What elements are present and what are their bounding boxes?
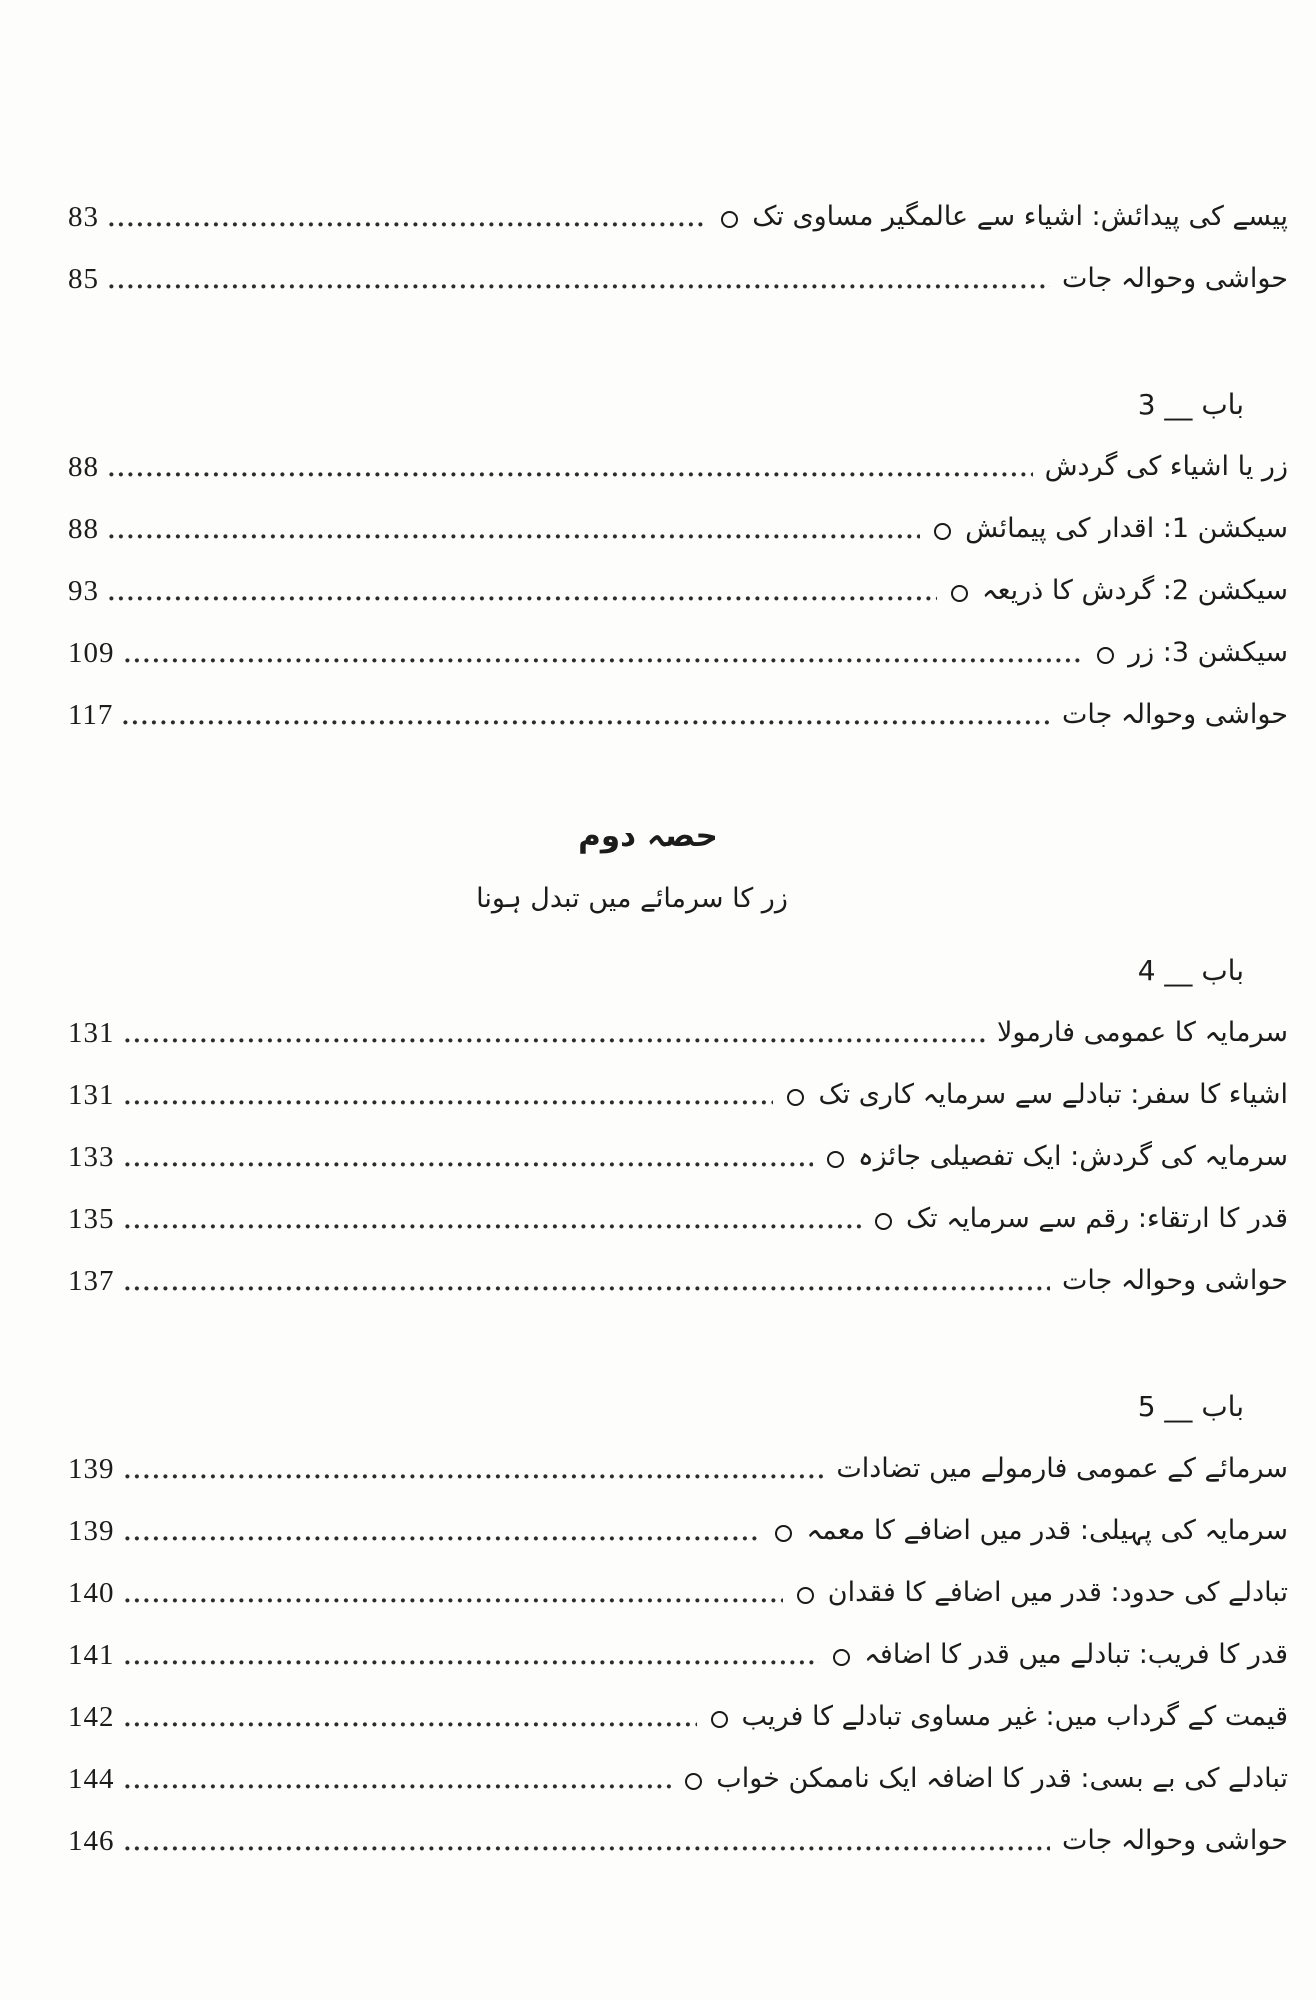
entry-title: سرمایہ کی گردش: ایک تفصیلی جائزہ <box>857 1141 1288 1173</box>
page-number: 109 <box>68 637 115 669</box>
toc-entry <box>68 1058 1288 1120</box>
chapter-heading <box>68 368 1288 430</box>
entry-title: سرمایہ کی پہیلی: قدر میں اضافے کا معمہ <box>806 1515 1288 1547</box>
entry-title: قدر کا ارتقاء: رقم سے سرمایہ تک <box>905 1203 1288 1235</box>
bullet-circle-icon <box>775 1525 792 1542</box>
toc-entry <box>68 1742 1288 1804</box>
toc-entry <box>68 678 1288 740</box>
toc-entry <box>68 1618 1288 1680</box>
dot-leader <box>125 1660 820 1665</box>
toc-entry <box>68 1494 1288 1556</box>
toc-list <box>68 180 1288 1866</box>
toc-entry <box>68 430 1288 492</box>
toc-entry <box>68 616 1288 678</box>
entry-title: سیکشن 3: زر <box>1128 637 1288 669</box>
entry-title: سیکشن 2: گردش کا ذریعہ <box>981 575 1288 607</box>
page-number: 142 <box>68 1701 115 1733</box>
entry-title: حواشی وحوالہ جات <box>1062 699 1288 731</box>
page-number: 83 <box>68 201 99 233</box>
part-heading <box>68 802 1288 860</box>
toc-entry <box>68 180 1288 242</box>
toc-entry <box>68 492 1288 554</box>
entry-title: تبادلے کی بے بسی: قدر کا اضافہ ایک ناممکن خواب <box>716 1763 1288 1795</box>
chapter-heading <box>68 934 1288 996</box>
chapter-title: باب __ 4 <box>1137 954 1244 988</box>
bullet-circle-icon <box>875 1213 892 1230</box>
dot-leader <box>125 1038 986 1043</box>
entry-title: سرمائے کے عمومی فارمولے میں تضادات <box>836 1453 1288 1485</box>
page-number: 140 <box>68 1577 115 1609</box>
page-number: 93 <box>68 575 99 607</box>
dot-leader <box>109 472 1033 477</box>
page-number: 139 <box>68 1453 115 1485</box>
entry-title: سیکشن 1: اقدار کی پیمائش <box>965 513 1288 545</box>
entry-title: قدر کا فریب: تبادلے میں قدر کا اضافہ <box>864 1639 1288 1671</box>
bullet-circle-icon <box>787 1089 804 1106</box>
bullet-circle-icon <box>685 1773 702 1790</box>
dot-leader <box>125 1846 1051 1851</box>
page-number: 146 <box>68 1825 115 1857</box>
page-number: 131 <box>68 1079 115 1111</box>
page-number: 85 <box>68 263 99 295</box>
dot-leader <box>125 1598 783 1603</box>
entry-title: پیسے کی پیدائش: اشیاء سے عالمگیر مساوی تک <box>752 201 1288 233</box>
dot-leader <box>123 720 1050 725</box>
page-number: 137 <box>68 1265 115 1297</box>
dot-leader <box>125 1722 697 1727</box>
dot-leader <box>109 222 707 227</box>
subtitle-title: زر کا سرمائے میں تبدل ہونا <box>476 883 788 914</box>
toc-entry <box>68 1680 1288 1742</box>
page-number: 117 <box>68 699 114 731</box>
dot-leader <box>125 1286 1051 1291</box>
entry-title: حواشی وحوالہ جات <box>1062 1265 1288 1297</box>
toc-entry <box>68 242 1288 304</box>
toc-entry <box>68 1182 1288 1244</box>
dot-leader <box>125 1100 774 1105</box>
toc-entry <box>68 1804 1288 1866</box>
entry-title: اشیاء کا سفر: تبادلے سے سرمایہ کاری تک <box>818 1079 1288 1111</box>
dot-leader <box>109 596 937 601</box>
page-number: 141 <box>68 1639 115 1671</box>
page-number: 88 <box>68 451 99 483</box>
chapter-title: باب __ 3 <box>1137 388 1244 422</box>
dot-leader <box>109 534 920 539</box>
page-number: 133 <box>68 1141 115 1173</box>
dot-leader <box>125 1224 861 1229</box>
entry-title: زر یا اشیاء کی گردش <box>1044 451 1288 483</box>
part-title: حصہ دوم <box>578 818 718 854</box>
page-number: 131 <box>68 1017 115 1049</box>
bullet-circle-icon <box>951 585 968 602</box>
toc-entry <box>68 996 1288 1058</box>
chapter-heading <box>68 1370 1288 1432</box>
entry-title: سرمایہ کا عمومی فارمولا <box>997 1017 1288 1049</box>
dot-leader <box>125 1162 813 1167</box>
bullet-circle-icon <box>1097 647 1114 664</box>
entry-title: قیمت کے گرداب میں: غیر مساوی تبادلے کا فریب <box>741 1701 1288 1733</box>
page-number: 135 <box>68 1203 115 1235</box>
dot-leader <box>125 1474 825 1479</box>
dot-leader <box>109 284 1050 289</box>
dot-leader <box>125 658 1084 663</box>
dot-leader <box>125 1784 672 1789</box>
page-number: 144 <box>68 1763 115 1795</box>
bullet-circle-icon <box>711 1711 728 1728</box>
toc-entry <box>68 1556 1288 1618</box>
bullet-circle-icon <box>934 523 951 540</box>
chapter-title: باب __ 5 <box>1137 1390 1244 1424</box>
page-number: 88 <box>68 513 99 545</box>
bullet-circle-icon <box>833 1649 850 1666</box>
dot-leader <box>125 1536 762 1541</box>
entry-title: حواشی وحوالہ جات <box>1062 263 1288 295</box>
toc-entry <box>68 1432 1288 1494</box>
bullet-circle-icon <box>797 1587 814 1604</box>
entry-title: حواشی وحوالہ جات <box>1062 1825 1288 1857</box>
toc-entry <box>68 1244 1288 1306</box>
toc-entry <box>68 1120 1288 1182</box>
bullet-circle-icon <box>827 1151 844 1168</box>
entry-title: تبادلے کی حدود: قدر میں اضافے کا فقدان <box>827 1577 1288 1609</box>
part-subtitle <box>68 860 1288 922</box>
toc-entry <box>68 554 1288 616</box>
bullet-circle-icon <box>721 211 738 228</box>
page-number: 139 <box>68 1515 115 1547</box>
